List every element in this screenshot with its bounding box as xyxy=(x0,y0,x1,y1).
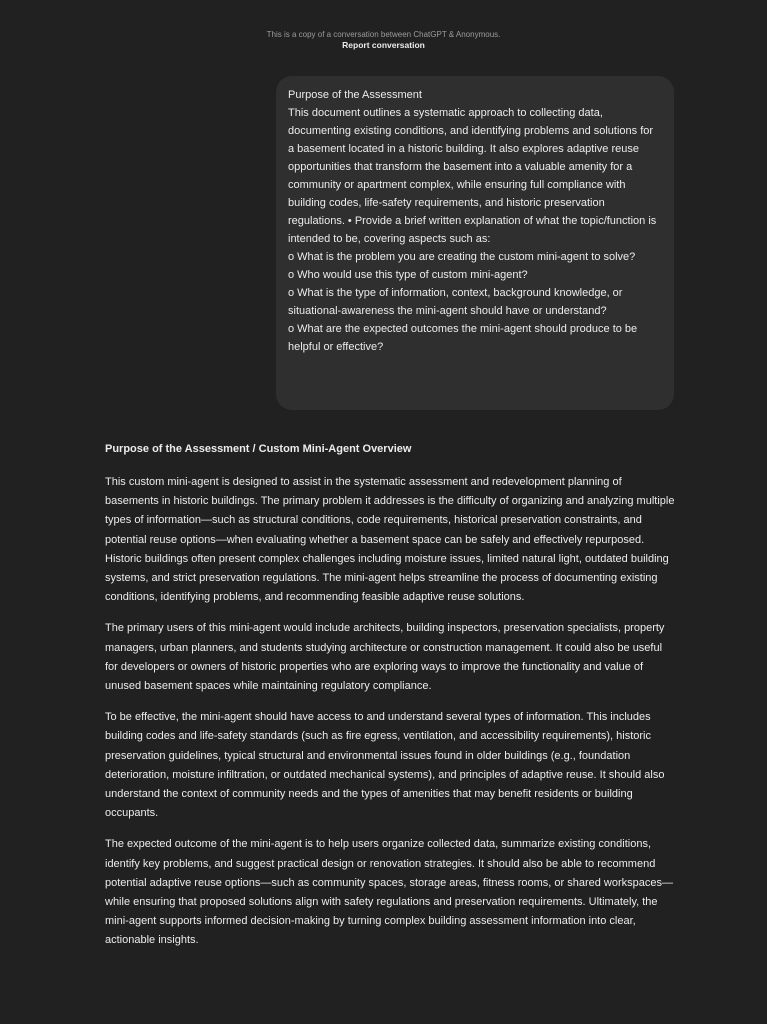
assistant-paragraph: The expected outcome of the mini-agent is to help users organize collected data, summarize existing conditions, identify key problems, and suggest practical design or renovation strategies. It should also be able to recommend potential adaptive reuse options—such as community spaces, storage areas, fitness rooms, or shared workspaces—while ensuring that proposed solutions align with safety regulations and preservation requirements. Ultimately, the mini-agent supports informed decision-making by turning complex building assessment information into clear, actionable insights. xyxy=(105,838,673,947)
user-message-line: o Who would use this type of custom mini-agent? xyxy=(288,269,528,281)
assistant-message xyxy=(105,440,675,963)
shared-conversation-notice: This is a copy of a conversation between ChatGPT & Anonymous. xyxy=(266,30,501,39)
user-message-bubble xyxy=(276,76,674,410)
assistant-paragraph: This custom mini-agent is designed to assist in the systematic assessment and redevelopment planning of basements in historic buildings. The primary problem it addresses is the difficulty of organizing and analyzing multiple types of information—such as structural conditions, code requirements, historical preservation constraints, and potential reuse options—when evaluating whether a basement space can be safely and effectively repurposed. Historic buildings often present complex challenges including moisture issues, limited natural light, outdated building systems, and strict preservation regulations. The mini-agent helps streamline the process of documenting existing conditions, identifying problems, and recommending feasible adaptive reuse solutions. xyxy=(105,476,675,604)
user-message-line: o What is the type of information, context, background knowledge, or situational-awareness the mini-agent should have or understand? xyxy=(288,287,623,317)
assistant-paragraph: The primary users of this mini-agent would include architects, building inspectors, preservation specialists, property managers, urban planners, and students studying architecture or construction management. It could also be useful for developers or owners of historic properties who are exploring ways to improve the functionality and value of unused basement spaces while maintaining regulatory compliance. xyxy=(105,622,665,693)
report-conversation-link[interactable]: Report conversation xyxy=(342,40,425,50)
user-message-line: Purpose of the Assessment xyxy=(288,89,422,101)
assistant-paragraph: To be effective, the mini-agent should have access to and understand several types of information. This includes building codes and life-safety standards (such as fire egress, ventilation, and accessibility requirements), historic preservation guidelines, typical structural and environmental issues found in older buildings (e.g., foundation deterioration, moisture infiltration, or outdated mechanical systems), and principles of adaptive reuse. It should also understand the context of community needs and the types of amenities that may benefit residents or building occupants. xyxy=(105,711,665,820)
user-message-line: o What is the problem you are creating the custom mini-agent to solve? xyxy=(288,251,636,263)
assistant-heading: Purpose of the Assessment / Custom Mini-Agent Overview xyxy=(105,443,412,455)
user-message-line: This document outlines a systematic approach to collecting data, documenting existing conditions, and identifying problems and solutions for a basement located in a historic building. It also explores adaptive reuse opportunities that transform the basement into a valuable amenity for a community or apartment complex, while ensuring full compliance with building codes, life-safety requirements, and historic preservation regulations. • Provide a brief written explanation of what the topic/function is intended to be, covering aspects such as: xyxy=(288,107,657,245)
user-message-line: o What are the expected outcomes the mini-agent should produce to be helpful or effective? xyxy=(288,323,638,353)
